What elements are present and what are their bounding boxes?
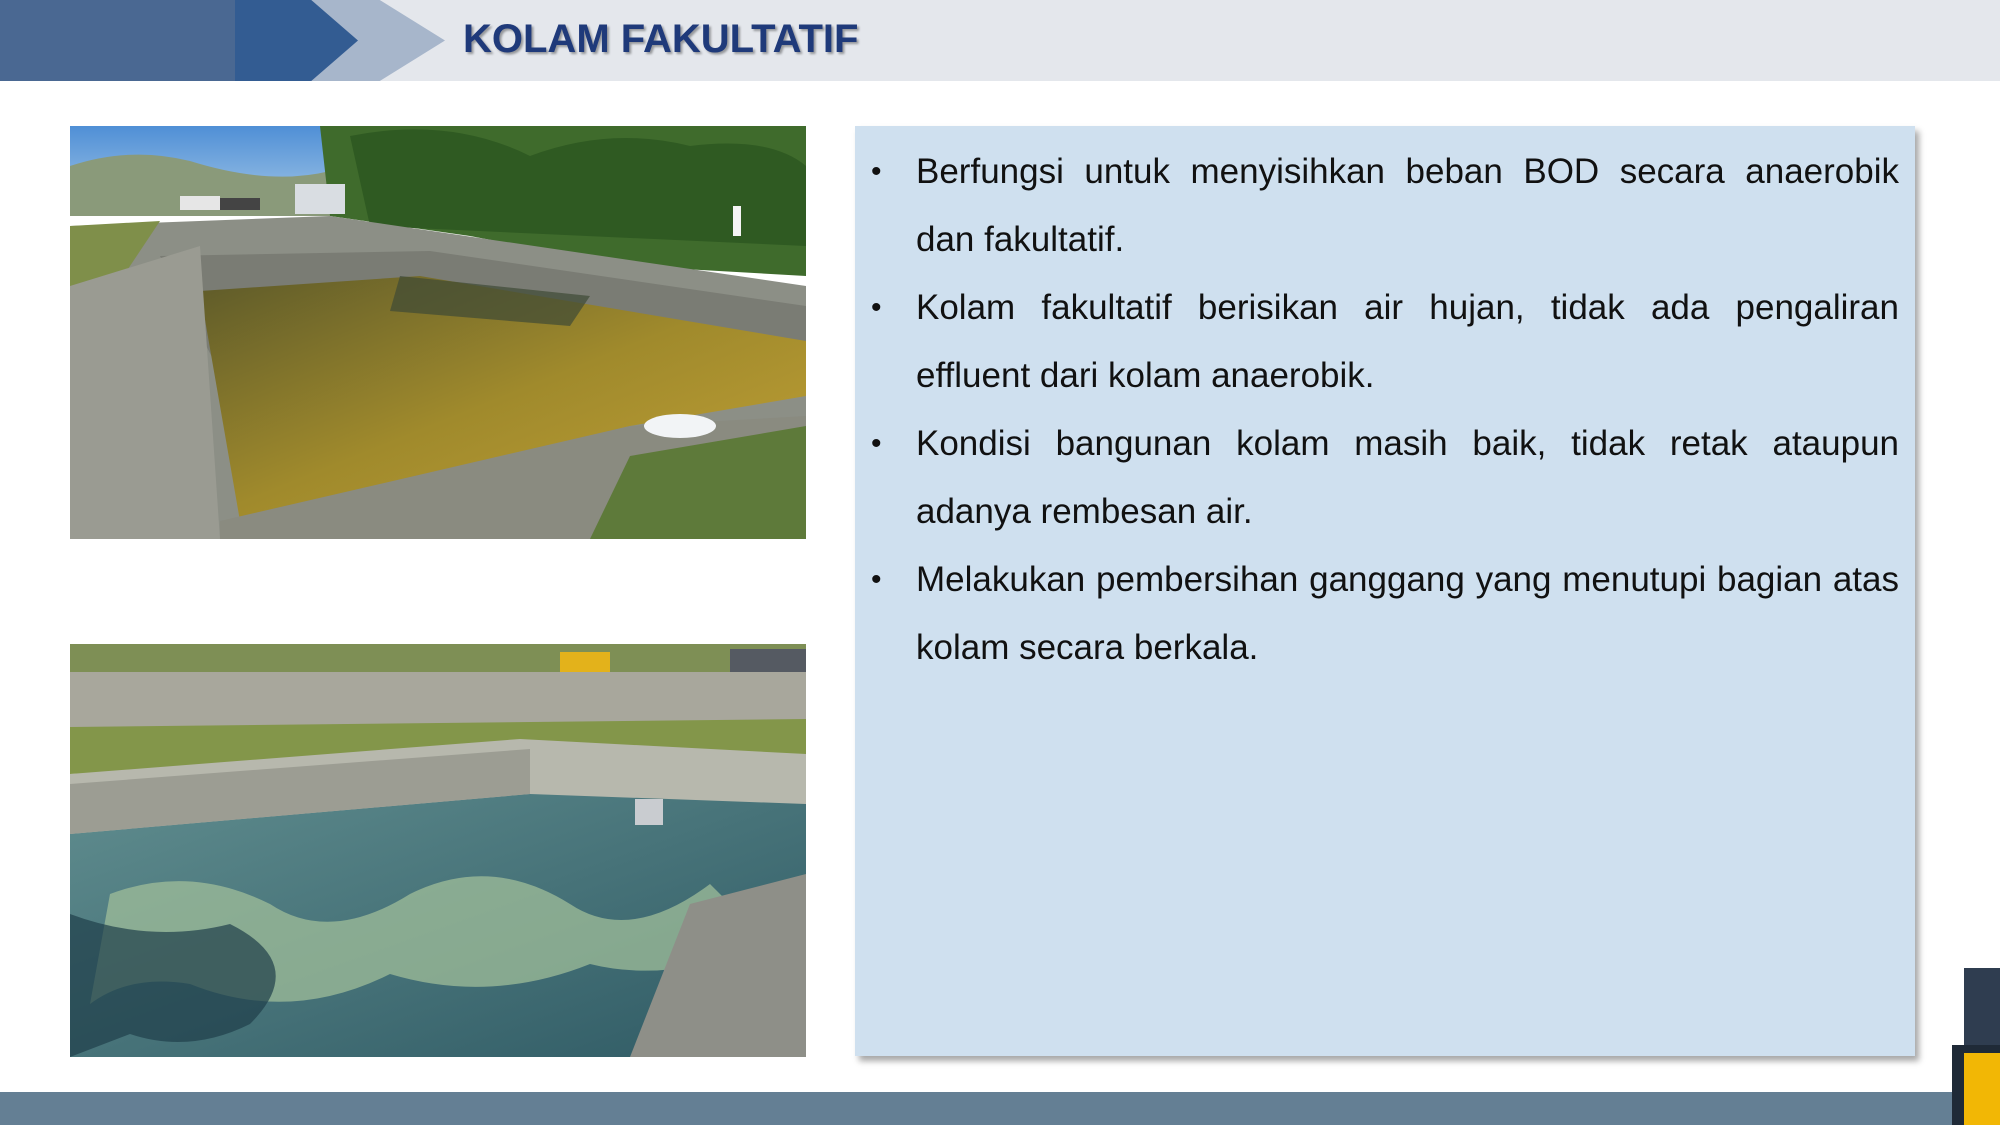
bullet-icon: •: [871, 291, 882, 324]
bullet-list: [855, 138, 1915, 682]
photo-facultative-pond-yellow: [70, 126, 806, 539]
text-panel: [855, 126, 1915, 1056]
bullet-icon: •: [871, 155, 882, 188]
bullet-icon: •: [871, 563, 882, 596]
bullet-text: Kondisi bangunan kolam masih baik, tidak retak ataupun adanya rembesan air.: [916, 424, 1899, 531]
list-item: [855, 138, 1915, 274]
list-item: [855, 546, 1915, 682]
page-title: KOLAM FAKULTATIF: [463, 17, 859, 61]
footer-band: [0, 1092, 2000, 1125]
bullet-text: Melakukan pembersihan ganggang yang menutupi bagian atas kolam secara berkala.: [916, 560, 1899, 667]
list-item: [855, 410, 1915, 546]
list-item: [855, 274, 1915, 410]
header-block: [0, 0, 235, 81]
bullet-icon: •: [871, 427, 882, 460]
bullet-text: Kolam fakultatif berisikan air hujan, tidak ada pengaliran effluent dari kolam anaerobik.: [916, 288, 1899, 395]
corner-accent-gold: [1964, 1053, 2000, 1125]
corner-accent-dark: [1964, 968, 2000, 1048]
bullet-text: Berfungsi untuk menyisihkan beban BOD secara anaerobik dan fakultatif.: [916, 152, 1899, 259]
photo-facultative-pond-algae: [70, 644, 806, 1057]
